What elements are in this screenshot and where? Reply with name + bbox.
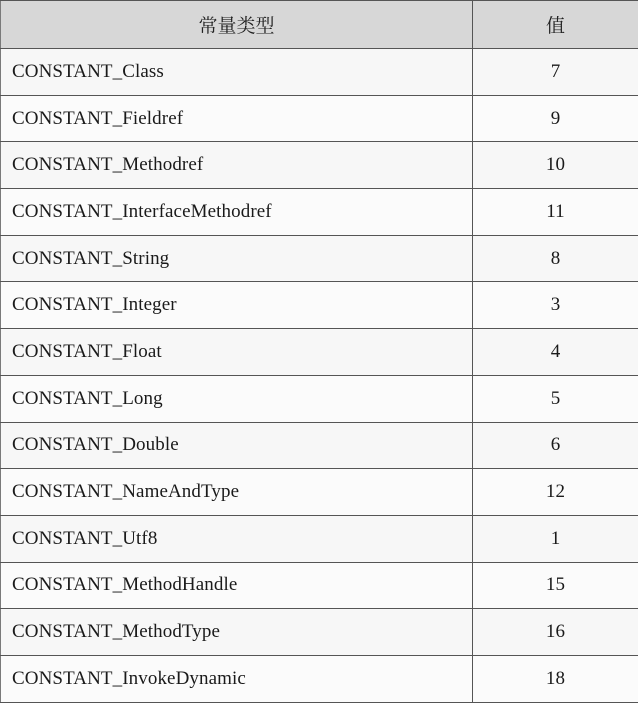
- constant-value-cell: 9: [473, 95, 638, 142]
- constant-value-cell: 3: [473, 282, 638, 329]
- table-row: [1, 189, 638, 236]
- constant-value-cell: 6: [473, 422, 638, 469]
- constant-value-cell: 4: [473, 329, 638, 376]
- constant-name-cell: CONSTANT_MethodType: [1, 609, 473, 656]
- constant-name-cell: CONSTANT_Utf8: [1, 515, 473, 562]
- table-row: [1, 49, 638, 96]
- constant-name-cell: CONSTANT_Float: [1, 329, 473, 376]
- constant-value-cell: 16: [473, 609, 638, 656]
- constant-name-cell: CONSTANT_InterfaceMethodref: [1, 189, 473, 236]
- table-row: [1, 515, 638, 562]
- constant-name-cell: CONSTANT_Double: [1, 422, 473, 469]
- constant-value-cell: 12: [473, 469, 638, 516]
- header-constant-type: 常量类型: [1, 1, 473, 49]
- table-row: [1, 142, 638, 189]
- constant-value-cell: 15: [473, 562, 638, 609]
- table-header-row: [1, 1, 638, 49]
- table-row: [1, 375, 638, 422]
- table-row: [1, 562, 638, 609]
- constant-name-cell: CONSTANT_NameAndType: [1, 469, 473, 516]
- constant-name-cell: CONSTANT_Class: [1, 49, 473, 96]
- constant-value-cell: 1: [473, 515, 638, 562]
- constant-value-cell: 11: [473, 189, 638, 236]
- constant-value-cell: 8: [473, 235, 638, 282]
- constant-name-cell: CONSTANT_String: [1, 235, 473, 282]
- table-row: [1, 655, 638, 702]
- table-row: [1, 422, 638, 469]
- constant-value-cell: 5: [473, 375, 638, 422]
- constant-name-cell: CONSTANT_Methodref: [1, 142, 473, 189]
- table-row: [1, 329, 638, 376]
- constant-name-cell: CONSTANT_MethodHandle: [1, 562, 473, 609]
- constant-value-cell: 10: [473, 142, 638, 189]
- constant-name-cell: CONSTANT_Integer: [1, 282, 473, 329]
- constant-value-cell: 7: [473, 49, 638, 96]
- table-row: [1, 609, 638, 656]
- table-row: [1, 95, 638, 142]
- table-row: [1, 235, 638, 282]
- header-value: 值: [473, 1, 638, 49]
- table-row: [1, 282, 638, 329]
- constant-name-cell: CONSTANT_Long: [1, 375, 473, 422]
- constant-value-cell: 18: [473, 655, 638, 702]
- table-row: [1, 469, 638, 516]
- constant-name-cell: CONSTANT_InvokeDynamic: [1, 655, 473, 702]
- constant-name-cell: CONSTANT_Fieldref: [1, 95, 473, 142]
